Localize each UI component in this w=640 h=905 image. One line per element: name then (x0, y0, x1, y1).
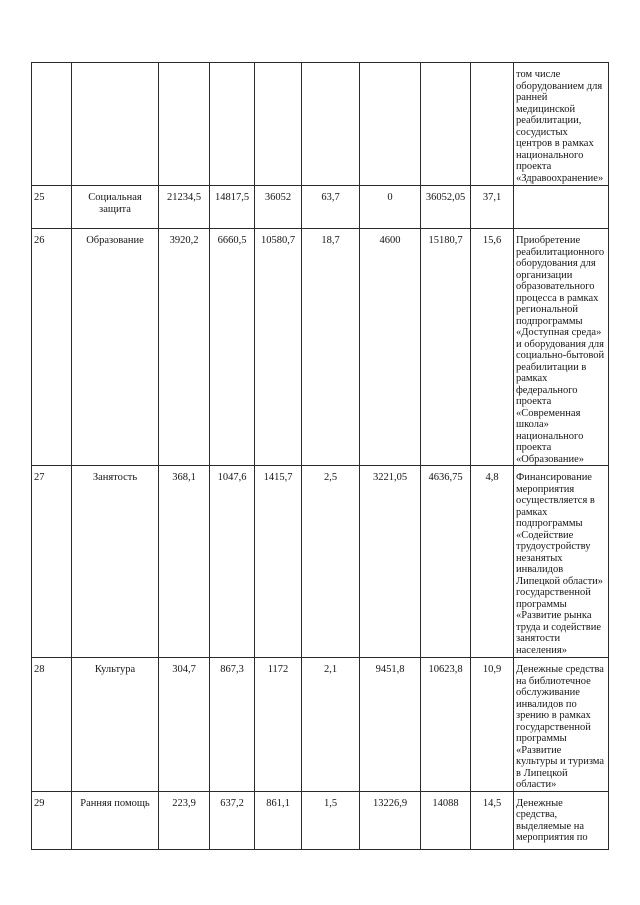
cell-value-3: 10580,7 (255, 229, 302, 466)
cell-number: 27 (32, 466, 72, 658)
cell-value-4: 2,5 (302, 466, 360, 658)
table-row (32, 791, 609, 849)
cell-value-2: 637,2 (210, 791, 255, 849)
cell-value-6: 4636,75 (421, 466, 471, 658)
cell-value-1: 21234,5 (159, 186, 210, 229)
cell-name: Занятость (72, 466, 159, 658)
cell-number: 25 (32, 186, 72, 229)
cell-value-6: 10623,8 (421, 658, 471, 792)
cell-value-6: 36052,05 (421, 186, 471, 229)
cell-value-2: 1047,6 (210, 466, 255, 658)
cell-value-6: 15180,7 (421, 229, 471, 466)
cell-value-2: 867,3 (210, 658, 255, 792)
cell-value-3 (255, 63, 302, 186)
cell-note: Денежные средства, выделяемые на мероприятия по (514, 791, 609, 849)
table-row (32, 186, 609, 229)
cell-note: Приобретение реабилитационного оборудования для организации образовательного процесса в рамках региональной подпрограммы «Доступная среда» и оборудования для социально-бытовой реабилитации в рамках федерального проекта «Современная школа» национального проекта «Образование» (514, 229, 609, 466)
cell-value-6: 14088 (421, 791, 471, 849)
data-table (31, 62, 609, 850)
cell-value-5: 13226,9 (360, 791, 421, 849)
cell-value-4: 2,1 (302, 658, 360, 792)
cell-value-3: 1172 (255, 658, 302, 792)
cell-name: Социальная защита (72, 186, 159, 229)
cell-name (72, 63, 159, 186)
table-row (32, 466, 609, 658)
cell-number (32, 63, 72, 186)
table-row (32, 63, 609, 186)
cell-value-6 (421, 63, 471, 186)
cell-note: Денежные средства на библиотечное обслуживание инвалидов по зрению в рамках государственной программы «Развитие культуры и туризма в Липецкой области» (514, 658, 609, 792)
cell-value-5: 9451,8 (360, 658, 421, 792)
cell-name: Ранняя помощь (72, 791, 159, 849)
cell-value-4: 63,7 (302, 186, 360, 229)
cell-value-2: 14817,5 (210, 186, 255, 229)
cell-value-1: 223,9 (159, 791, 210, 849)
cell-number: 29 (32, 791, 72, 849)
cell-value-2 (210, 63, 255, 186)
cell-value-5 (360, 63, 421, 186)
cell-value-5: 3221,05 (360, 466, 421, 658)
cell-value-4: 18,7 (302, 229, 360, 466)
cell-value-1 (159, 63, 210, 186)
table-row (32, 229, 609, 466)
cell-number: 28 (32, 658, 72, 792)
cell-value-7: 15,6 (471, 229, 514, 466)
cell-value-1: 368,1 (159, 466, 210, 658)
cell-value-1: 304,7 (159, 658, 210, 792)
cell-value-7: 10,9 (471, 658, 514, 792)
cell-value-5: 0 (360, 186, 421, 229)
cell-value-1: 3920,2 (159, 229, 210, 466)
table-row (32, 658, 609, 792)
cell-value-7 (471, 63, 514, 186)
cell-name: Культура (72, 658, 159, 792)
cell-value-3: 36052 (255, 186, 302, 229)
cell-value-4 (302, 63, 360, 186)
cell-value-2: 6660,5 (210, 229, 255, 466)
cell-note: том числе оборудованием для ранней медицинской реабилитации, сосудистых центров в рамках национального проекта «Здравоохранение» (514, 63, 609, 186)
cell-value-5: 4600 (360, 229, 421, 466)
cell-value-3: 1415,7 (255, 466, 302, 658)
cell-note (514, 186, 609, 229)
cell-value-7: 4,8 (471, 466, 514, 658)
cell-value-7: 14,5 (471, 791, 514, 849)
cell-value-4: 1,5 (302, 791, 360, 849)
cell-value-7: 37,1 (471, 186, 514, 229)
cell-number: 26 (32, 229, 72, 466)
cell-name: Образование (72, 229, 159, 466)
cell-value-3: 861,1 (255, 791, 302, 849)
cell-note: Финансирование мероприятия осуществляется в рамках подпрограммы «Содействие трудоустройству незанятых инвалидов Липецкой области» государственной программы «Развитие рынка труда и содействие занятости населения» (514, 466, 609, 658)
